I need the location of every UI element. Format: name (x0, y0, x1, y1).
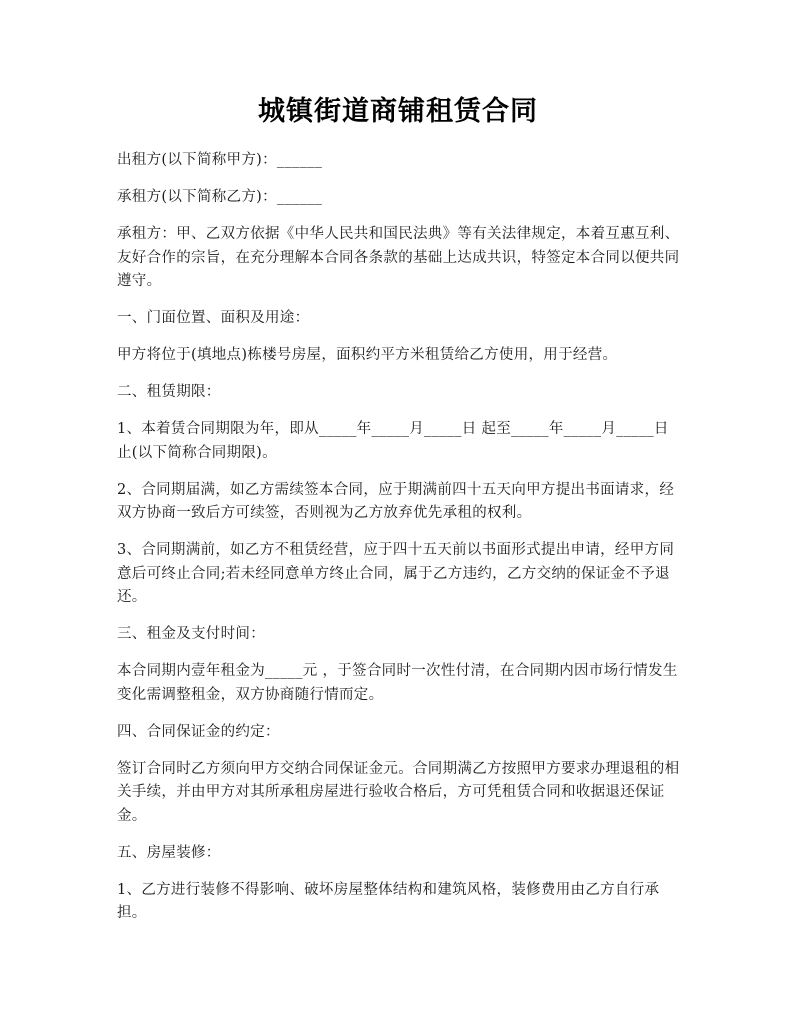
section-heading-rent: 三、租金及支付时间： (117, 626, 265, 642)
section-heading-term: 二、租赁期限： (117, 384, 221, 400)
location-paragraph: 甲方将位于(填地点)栋楼号房屋，面积约平方米租赁给乙方使用，用于经营。 (117, 347, 618, 363)
deposit-paragraph: 签订合同时乙方须向甲方交纳合同保证金元。合同期满乙方按照甲方要求办理退租的相关手续，并由甲方对其所承租房屋进行验收合格后，方可凭租赁合同和收据退还保证金。 (117, 760, 680, 824)
rent-paragraph: 本合同期内壹年租金为_____元 ，于签合同时一次性付清，在合同期内因市场行情发生变化需调整租金，双方协商随行情而定。 (117, 663, 678, 703)
document-title: 城镇街道商铺租赁合同 (258, 96, 538, 127)
term-clause-2: 2、合同期届满，如乙方需续签本合同，应于期满前四十五天向甲方提出书面请求，经双方协商一致后方可续签，否则视为乙方放弃优先承租的权利。 (117, 481, 675, 521)
term-clause-3: 3、合同期满前，如乙方不租赁经营，应于四十五天前以书面形式提出申请，经甲方同意后可终止合同;若未经同意单方终止合同，属于乙方违约，乙方交纳的保证金不予退还。 (117, 542, 675, 605)
section-heading-deposit: 四、合同保证金的约定： (117, 723, 280, 740)
preamble-paragraph: 承租方：甲、乙双方依据《中华人民共和国民法典》等有关法律规定，本着互惠互利、友好合作的宗旨，在充分理解本合同各条款的基础上达成共识，特签定本合同以便共同遵守。 (117, 226, 680, 289)
section-heading-location: 一、门面位置、面积及用途： (117, 310, 310, 326)
decoration-clause-1: 1、乙方进行装修不得影响、破坏房屋整体结构和建筑风格，装修费用由乙方自行承担。 (117, 881, 660, 921)
lessee-line: 承租方(以下简称乙方)：______ (117, 189, 323, 205)
term-clause-1: 1、本着赁合同期限为年，即从_____年_____月_____日 起至_____年_____月_____日 止(以下简称合同期限)。 (117, 421, 669, 461)
section-heading-decoration: 五、房屋装修： (117, 844, 221, 861)
lessor-line: 出租方(以下简称甲方)：______ (117, 152, 323, 168)
document-body (117, 149, 682, 939)
